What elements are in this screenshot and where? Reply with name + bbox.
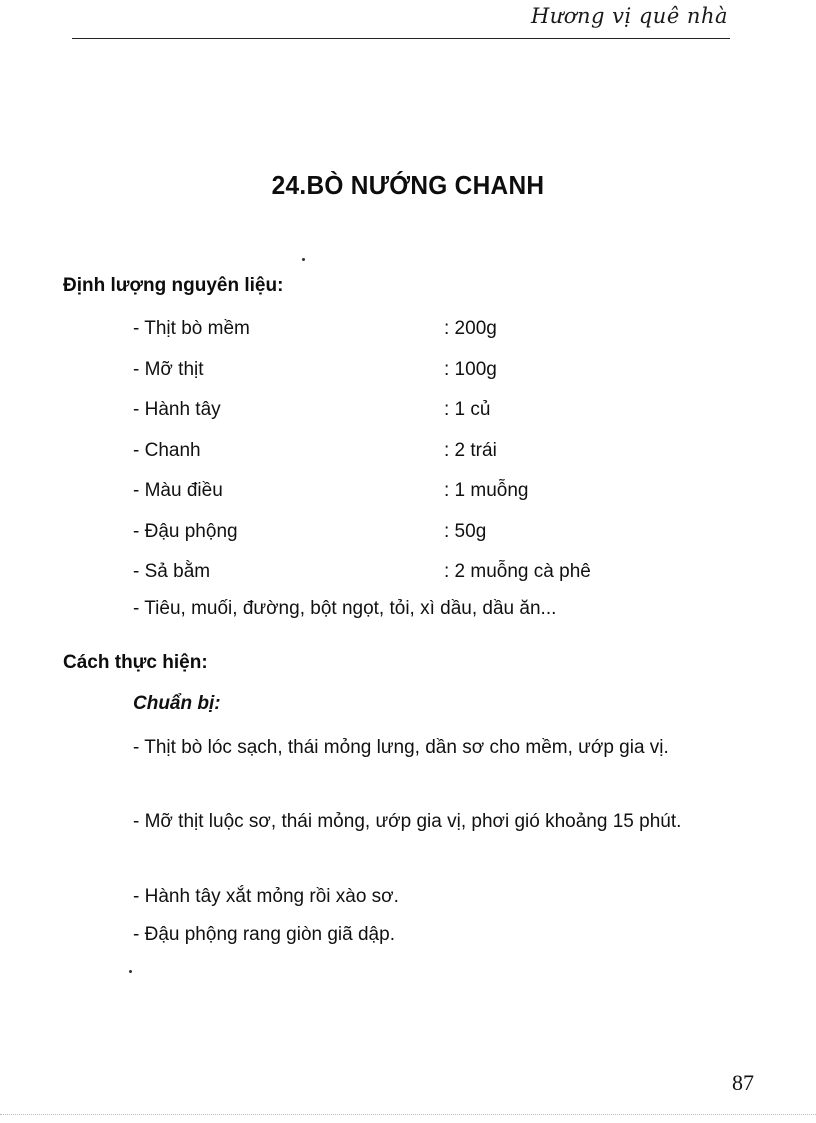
ingredient-row bbox=[133, 316, 591, 357]
page-number: 87 bbox=[732, 1070, 754, 1095]
preparation-step: - Đậu phộng rang giòn giã dập. bbox=[133, 924, 395, 945]
ink-speck bbox=[302, 258, 305, 261]
ingredient-quantity: : 1 muỗng bbox=[444, 480, 529, 501]
ingredient-quantity: : 200g bbox=[444, 318, 497, 339]
ingredients-heading: Định lượng nguyên liệu: bbox=[63, 275, 284, 296]
ingredient-row bbox=[133, 357, 591, 398]
ingredient-name: - Thịt bò mềm bbox=[133, 318, 250, 339]
ingredient-extras: - Tiêu, muối, đường, bột ngọt, tỏi, xì dầu, dầu ăn... bbox=[133, 598, 557, 619]
ingredient-list bbox=[133, 316, 591, 600]
recipe-title: 24.BÒ NƯỚNG CHANH bbox=[271, 170, 545, 200]
ingredient-name: - Màu điều bbox=[133, 480, 223, 501]
preparation-step: - Thịt bò lóc sạch, thái mỏng lưng, dần sơ cho mềm, ướp gia vị. bbox=[133, 737, 669, 758]
preparation-step: - Mỡ thịt luộc sơ, thái mỏng, ướp gia vị, phơi gió khoảng 15 phút. bbox=[133, 811, 682, 832]
ingredient-name: - Đậu phộng bbox=[133, 520, 238, 542]
ingredient-row bbox=[133, 397, 591, 438]
ingredient-name: - Mỡ thịt bbox=[133, 358, 204, 380]
header-rule bbox=[72, 38, 730, 39]
ingredient-quantity: : 50g bbox=[444, 520, 487, 542]
ingredient-name: - Sả bằm bbox=[133, 561, 211, 582]
ingredient-quantity: : 1 củ bbox=[444, 399, 491, 420]
bottom-rule bbox=[0, 1114, 816, 1115]
ingredient-row bbox=[133, 478, 591, 519]
ingredient-quantity: : 2 trái bbox=[444, 439, 497, 461]
ingredient-quantity: : 100g bbox=[444, 358, 497, 380]
ingredient-row bbox=[133, 519, 591, 560]
ink-speck bbox=[129, 970, 132, 973]
preparation-step: - Hành tây xắt mỏng rồi xào sơ. bbox=[133, 886, 399, 907]
method-heading: Cách thực hiện: bbox=[63, 652, 208, 673]
ingredient-row bbox=[133, 559, 591, 600]
running-header: Hương vị quê nhà bbox=[530, 4, 728, 28]
ingredient-quantity: : 2 muỗng cà phê bbox=[444, 561, 591, 582]
ingredient-name: - Hành tây bbox=[133, 399, 221, 420]
ingredient-name: - Chanh bbox=[133, 439, 201, 461]
preparation-heading: Chuẩn bị: bbox=[133, 693, 221, 714]
ingredient-row bbox=[133, 438, 591, 479]
